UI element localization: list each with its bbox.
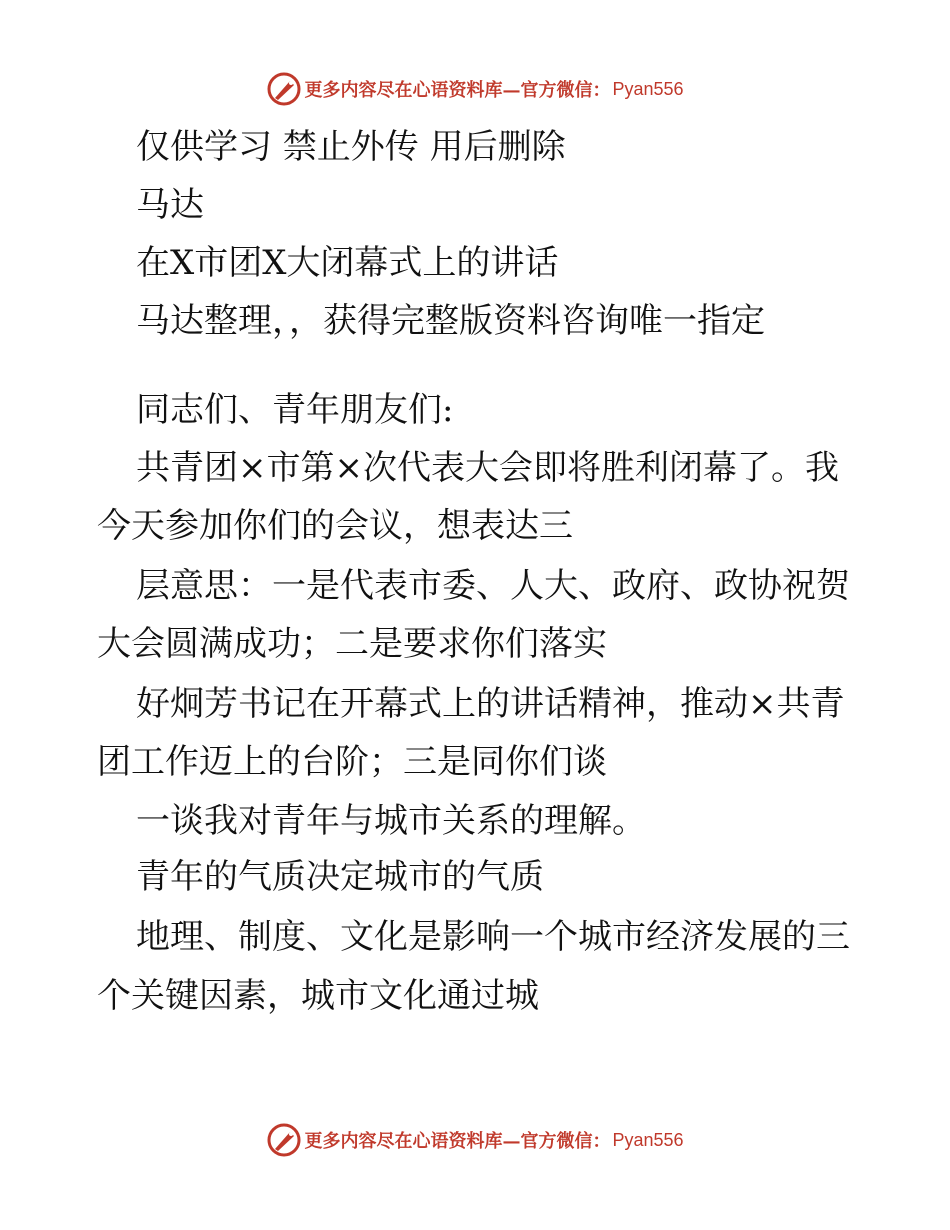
paragraph-line: 好炯芳书记在开幕式上的讲话精神，推动×共青 xyxy=(136,684,845,724)
salutation: 同志们、青年朋友们: xyxy=(136,390,454,430)
paragraph-line: 今天参加你们的会议，想表达三 xyxy=(97,506,573,546)
pen-nib-logo-icon xyxy=(266,1122,302,1158)
footer-watermark-banner xyxy=(0,1120,950,1160)
banner-text: 更多内容尽在心语资料库—官方微信： xyxy=(304,1131,611,1152)
header-watermark-banner xyxy=(0,69,950,109)
banner-wechat-id: Pyan556 xyxy=(612,78,684,99)
notice-line: 仅供学习 禁止外传 用后删除 xyxy=(136,127,566,167)
section-heading: 青年的气质决定城市的气质 xyxy=(136,857,544,897)
paragraph-line: 共青团×市第×次代表大会即将胜利闭幕了。我 xyxy=(136,448,839,488)
banner-text: 更多内容尽在心语资料库—官方微信： xyxy=(304,80,611,101)
document-title: 在X市团X大闭幕式上的讲话 xyxy=(136,243,559,283)
compiler-note: 马达整理，，获得完整版资料咨询唯一指定 xyxy=(136,301,765,341)
paragraph-line: 层意思：一是代表市委、人大、政府、政协祝贺 xyxy=(136,566,850,606)
paragraph-line: 个关键因素，城市文化通过城 xyxy=(97,976,539,1016)
pen-nib-logo-icon xyxy=(266,71,302,107)
paragraph-line: 团工作迈上的台阶；三是同你们谈 xyxy=(97,742,607,782)
author-line: 马达 xyxy=(136,185,204,225)
paragraph-line: 一谈我对青年与城市关系的理解。 xyxy=(136,801,646,841)
banner-wechat-id: Pyan556 xyxy=(612,1129,684,1150)
paragraph-line: 大会圆满成功；二是要求你们落实 xyxy=(97,624,607,664)
paragraph-line: 地理、制度、文化是影响一个城市经济发展的三 xyxy=(136,917,850,957)
